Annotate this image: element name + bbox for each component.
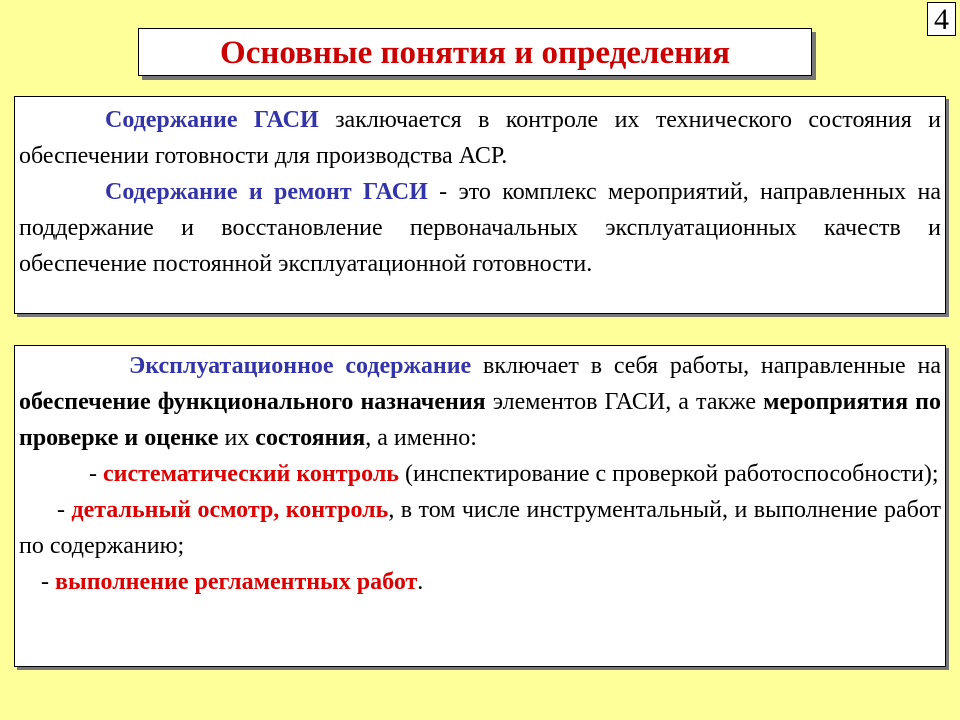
intro-bold-3: состояния xyxy=(255,425,366,451)
list-dash: - xyxy=(89,461,103,487)
term-maintenance: Содержание ГАСИ xyxy=(105,107,319,133)
definitions-box xyxy=(14,96,946,314)
list-item-text: . xyxy=(417,569,424,595)
list-dash: - xyxy=(57,497,72,523)
intro-text-3: их xyxy=(218,425,256,451)
list-item xyxy=(19,456,941,492)
list-item-term: детальный осмотр, контроль xyxy=(71,497,389,523)
intro-text-4: , а именно: xyxy=(365,425,477,451)
operational-maintenance-intro xyxy=(19,346,941,456)
list-item-text: , в том числе инструментальный, и выполнение работ по содержанию; xyxy=(19,497,941,559)
operational-maintenance-box xyxy=(14,345,946,667)
definition-maintenance-text: заключается в контроле их технического состояния и обеспечении готовности для производства АСР. xyxy=(19,107,941,169)
list-item xyxy=(19,564,941,600)
title-box xyxy=(138,28,812,76)
intro-text-1: включает в себя работы, направленные на xyxy=(471,353,942,379)
list-item-text: (инспектирование с проверкой работоспособности); xyxy=(398,461,939,487)
list-item xyxy=(19,492,941,564)
list-dash: - xyxy=(41,569,55,595)
term-maintenance-repair: Содержание и ремонт ГАСИ xyxy=(105,179,428,205)
intro-bold-2: мероприятия по проверке и оценке xyxy=(19,389,941,451)
page-title: Основные понятия и определения xyxy=(220,35,730,71)
page-number: 4 xyxy=(927,2,956,36)
intro-text-2: элементов ГАСИ, а также xyxy=(485,389,764,415)
definition-maintenance xyxy=(19,97,941,174)
intro-bold-1: обеспечение функционального назначения xyxy=(19,389,486,415)
list-item-term: систематический контроль xyxy=(103,461,399,487)
list-item-term: выполнение регламентных работ xyxy=(55,569,418,595)
definition-maintenance-repair xyxy=(19,174,941,282)
term-operational-maintenance: Эксплуатационное содержание xyxy=(129,353,472,379)
definition-maintenance-repair-text: - это комплекс мероприятий, направленных на поддержание и восстановление первоначальных эксплуатационных качеств и обеспечение постоянной эксплуатационной готовности. xyxy=(19,179,941,277)
